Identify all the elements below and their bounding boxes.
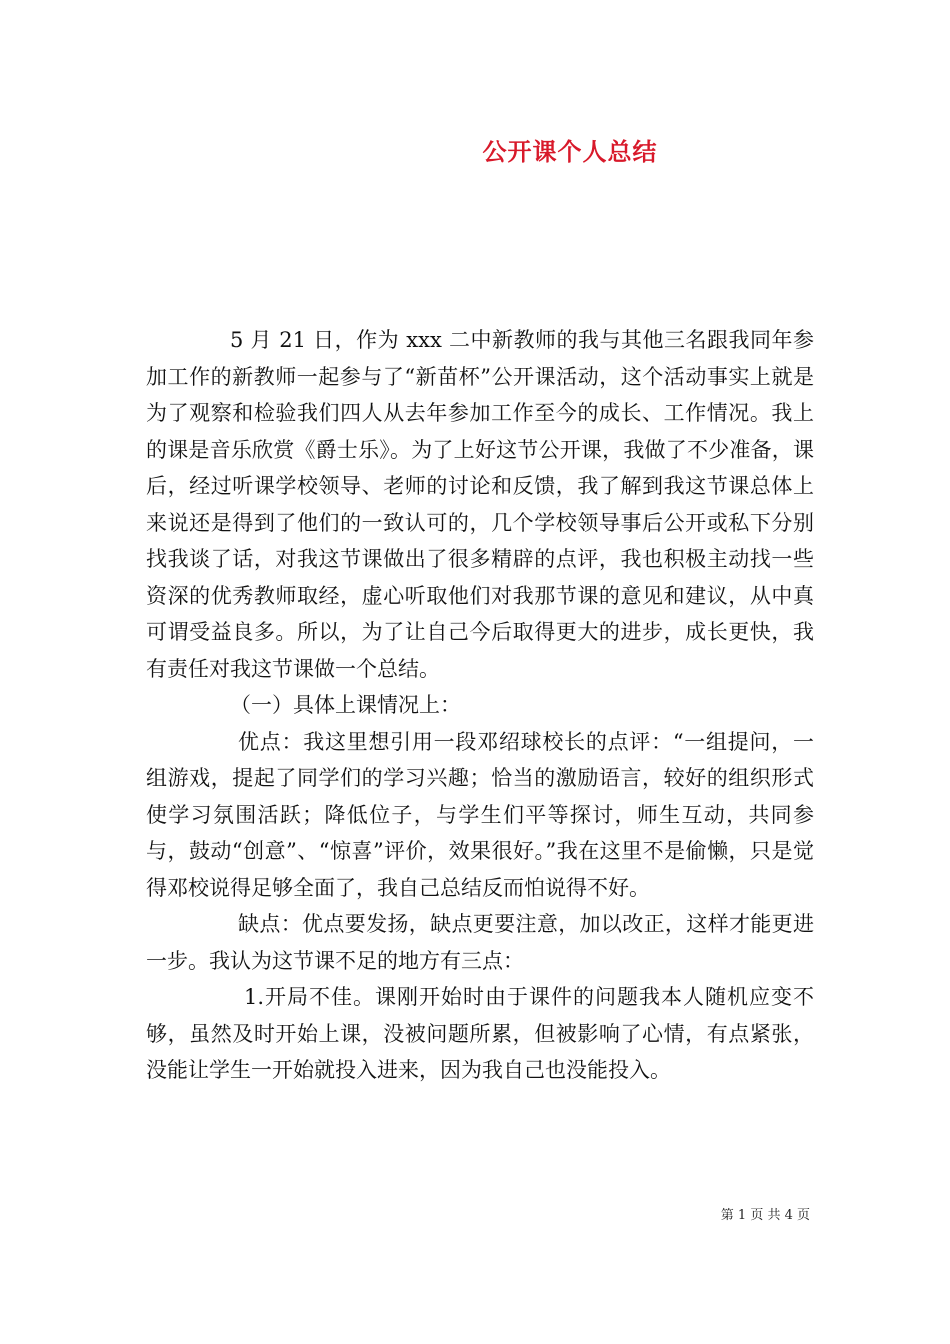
paragraph-intro: 5 月 21 日，作为 xxx 二中新教师的我与其他三名跟我同年参加工作的新教师一起参与了“新苗杯”公开课活动，这个活动事实上就是为了观察和检验我们四人从去年参加工作至今的成长、工作情况。我上的课是音乐欣赏《爵士乐》。为了上好这节公开课，我做了不少准备，课后，经过听课学校领导、老师的讨论和反馈，我了解到我这节课总体上来说还是得到了他们的一致认可的，几个学校领导事后公开或私下分别找我谈了话，对我这节课做出了很多精辟的点评，我也积极主动找一些资深的优秀教师取经，虚心听取他们对我那节课的意见和建议，从中真可谓受益良多。所以，为了让自己今后取得更大的进步，成长更快，我有责任对我这节课做一个总结。 (146, 328, 814, 681)
page-number: 第 1 页 共 4 页 (720, 1208, 810, 1223)
paragraph-section-heading: （一）具体上课情况上： (230, 693, 461, 717)
paragraph-weaknesses: 缺点：优点要发扬，缺点更要注意，加以改正，这样才能更进一步。我认为这节课不足的地方有三点： (146, 912, 814, 973)
paragraph-point-1: 1.开局不佳。课刚开始时由于课件的问题我本人随机应变不够，虽然及时开始上课，没被问题所累，但被影响了心情，有点紧张，没能让学生一开始就投入进来，因为我自己也没能投入。 (146, 985, 814, 1082)
paragraph-strengths: 优点：我这里想引用一段邓绍球校长的点评：“一组提问，一组游戏，提起了同学们的学习兴趣；恰当的激励语言，较好的组织形式使学习氛围活跃；降低位子，与学生们平等探讨，师生互动，共同参与，鼓动“创意”、“惊喜”评价，效果很好。”我在这里不是偷懒，只是觉得邓校说得足够全面了，我自己总结反而怕说得不好。 (146, 729, 814, 900)
document-body (146, 322, 814, 1089)
document-title: 公开课个人总结 (482, 137, 658, 166)
